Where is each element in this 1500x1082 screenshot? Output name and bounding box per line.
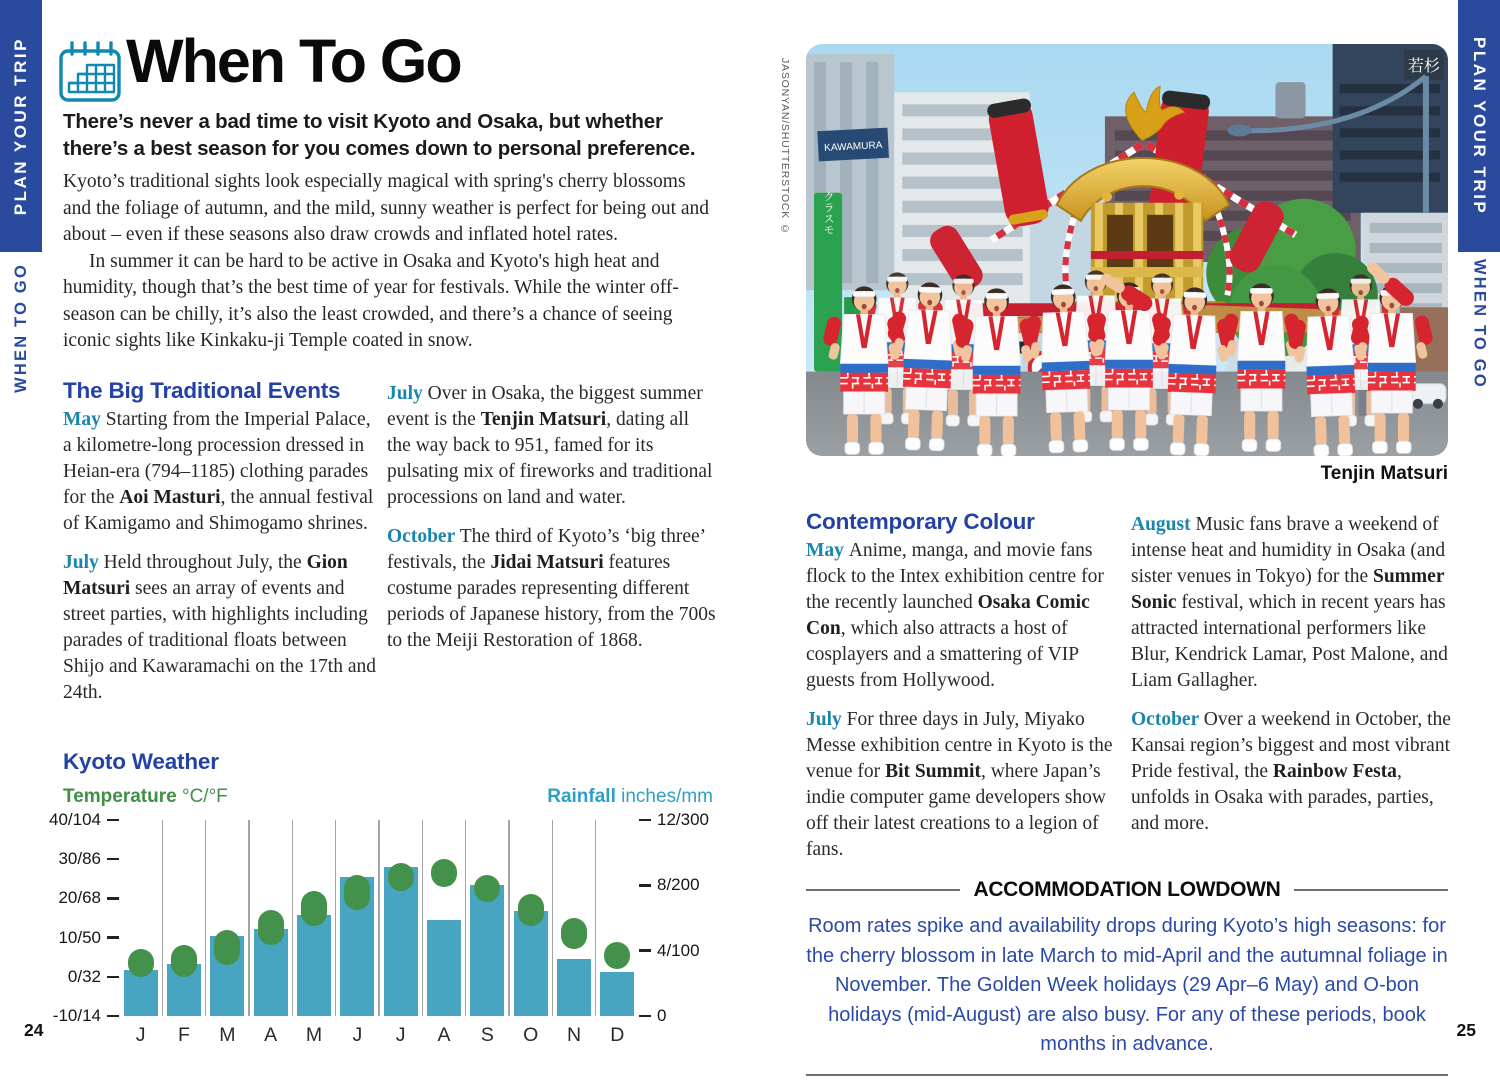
temperature-tick: -10/14: [53, 1006, 119, 1026]
overview-paragraphs: [63, 169, 715, 355]
rainfall-tick: 12/300: [639, 810, 709, 830]
accommodation-heading: ACCOMMODATION LOWDOWN: [973, 878, 1281, 901]
month-label: J: [352, 1024, 363, 1046]
month-label: N: [566, 1024, 582, 1046]
y-axis-temperature: [49, 810, 119, 1025]
calendar-icon: [56, 40, 122, 104]
event-paragraph: October The third of Kyoto’s ‘big three’ festivals, the Jidai Matsuri features costume parades representing different periods of Japanese history, from the 700s to the Meiji Restoration of 1868.: [387, 526, 716, 651]
gridline: [508, 820, 510, 1016]
temperature-range-capsule: [128, 949, 154, 976]
rainfall-tick: 4/100: [639, 941, 700, 961]
event-paragraph: July For three days in July, Miyako Messe exhibition centre in Kyoto is the venue for Bit Summit, where Japan’s indie computer game developers show off their latest creations to a legion of fans.: [806, 709, 1113, 860]
divider-line: [806, 1074, 1448, 1076]
gridline: [595, 820, 597, 1016]
temperature-tick: 30/86: [58, 849, 119, 869]
rainfall-tick: 8/200: [639, 875, 700, 895]
temperature-range-capsule: [604, 942, 630, 969]
rainfall-bar: [557, 959, 591, 1016]
temperature-range-capsule: [388, 863, 414, 890]
gridline: [552, 820, 554, 1016]
month-label: J: [395, 1024, 406, 1046]
photo-caption: Tenjin Matsuri: [1320, 463, 1448, 484]
sidebar-section-tab-left: [0, 0, 42, 252]
svg-text:若杉: 若杉: [1407, 57, 1440, 76]
temperature-range-capsule: [258, 910, 284, 945]
temperature-range-capsule: [171, 945, 197, 976]
sidebar-chapter-label-right: WHEN TO GO: [1470, 259, 1489, 389]
photo-credit: JASONYAN/SHUTTERSTOCK ©: [779, 58, 791, 236]
month-label: F: [178, 1024, 190, 1046]
chart-legend: [63, 786, 713, 810]
rainfall-bar: [124, 970, 158, 1016]
section-heading-big-events: The Big Traditional Events: [63, 378, 341, 403]
intro-paragraph: There’s never a bad time to visit Kyoto and Osaka, but whether there’s a best season for you comes down to personal preference.: [63, 110, 696, 160]
month-label: A: [264, 1024, 278, 1046]
event-paragraph: August Music fans brave a weekend of intense heat and humidity in Osaka (and sister venues in Tokyo) for the Summer Sonic festival, which in recent years has attracted international performers like Blur, Kendrick Lamar, Post Malone, and Liam Gallagher.: [1131, 514, 1448, 691]
event-paragraph: May Anime, manga, and movie fans flock to the Intex exhibition centre for the recently launched Osaka Comic Con, which also attracts a host of cosplayers and a smattering of VIP guests from Hollywood.: [806, 540, 1104, 691]
festival-photo: [806, 44, 1448, 456]
temperature-range-capsule: [214, 930, 240, 965]
event-paragraph: July Over in Osaka, the biggest summer event is the Tenjin Matsuri, dating all the way back to 951, famed for its pulsating mix of fireworks and traditional processions on land and water.: [387, 383, 713, 508]
overview-p1: Kyoto’s traditional sights look especially magical with spring's cherry blossoms and the foliage of autumn, and the mild, sunny weather is perfect for being out and about – even if these seasons also draw crowds and inflated hotel rates.: [63, 171, 710, 245]
gridline: [422, 820, 424, 1016]
chart-plot-area: [119, 820, 639, 1016]
svg-text:クラスモ: クラスモ: [822, 190, 835, 235]
temperature-tick: 10/50: [58, 928, 119, 948]
temperature-range-capsule: [561, 918, 587, 949]
month-label: J: [135, 1024, 146, 1046]
divider-line: [1294, 889, 1448, 891]
legend-rainfall: Rainfall inches/mm: [547, 786, 713, 807]
big-events-column-2: [387, 381, 717, 667]
temperature-range-capsule: [431, 859, 457, 886]
x-axis-months: [119, 1016, 639, 1050]
rainfall-bar: [470, 885, 504, 1016]
overview-p2: In summer it can be hard to be active in Osaka and Kyoto's high heat and humidity, though that’s the best time of year for festivals. While the winter off-season can be chilly, it’s also the least crowded, and there’s a chance of seeing iconic sights like Kinkaku-ji Temple coated in snow.: [63, 250, 679, 351]
temperature-tick: 0/32: [68, 967, 119, 987]
event-paragraph: July Held throughout July, the Gion Matsuri sees an array of events and street parties, with highlights including parades of traditional floats between Shijo and Kawaramachi on the 17th and 24th.: [63, 552, 376, 703]
divider-line: [806, 889, 960, 891]
rainfall-tick: 0: [639, 1006, 666, 1026]
gridline: [292, 820, 294, 1016]
accommodation-text: Room rates spike and availability drops during Kyoto’s high seasons: for the cherry blossom in late March to mid-April and the autumnal foliage in November. The Golden Week holidays (29 Apr–6 May) and O-bon holidays (mid-August) are also busy. For any of these periods, book months in advance.: [806, 915, 1448, 1055]
month-label: A: [437, 1024, 451, 1046]
page-title: When To Go: [126, 27, 461, 95]
gridline: [162, 820, 164, 1016]
contemporary-column-2: [1131, 512, 1453, 850]
month-label: D: [610, 1024, 625, 1046]
temperature-range-capsule: [301, 891, 327, 926]
event-paragraph: May Starting from the Imperial Palace, a kilometre-long procession dressed in Heian-era (794–1185) clothing parades for the Aoi Masturi, the annual festival of Kamigamo and Shimogamo shrines.: [63, 409, 374, 534]
month-label: S: [480, 1024, 494, 1046]
y-axis-rainfall: [639, 810, 713, 1025]
sidebar-section-tab-right: [1458, 0, 1500, 252]
big-events-column-1: [63, 407, 379, 719]
rainfall-bar: [297, 915, 331, 1016]
sidebar-chapter-label-left: WHEN TO GO: [11, 263, 30, 393]
month-label: M: [305, 1024, 323, 1046]
page-number-right: 25: [1456, 1020, 1476, 1040]
contemporary-column-1: [806, 538, 1118, 876]
section-heading-contemporary: Contemporary Colour: [806, 509, 1035, 534]
sidebar-section-label: PLAN YOUR TRIP: [1470, 36, 1489, 216]
gridline: [335, 820, 337, 1016]
temperature-tick: 40/104: [49, 810, 119, 830]
svg-text:KAWAMURA: KAWAMURA: [823, 139, 883, 155]
kyoto-weather-chart: [49, 786, 713, 1050]
rainfall-bar: [600, 972, 634, 1016]
rainfall-bar: [514, 911, 548, 1016]
gridline: [248, 820, 250, 1016]
page-number-left: 24: [24, 1020, 44, 1040]
gridline: [205, 820, 207, 1016]
sidebar-section-label: PLAN YOUR TRIP: [11, 36, 30, 216]
accommodation-lowdown: [806, 878, 1448, 1076]
rainfall-bar: [427, 920, 461, 1016]
temperature-tick: 20/68: [58, 888, 119, 908]
event-paragraph: October Over a weekend in October, the Kansai region’s biggest and most vibrant Pride festival, the Rainbow Festa, unfolds in Osaka with parades, parties, and more.: [1131, 709, 1451, 834]
temperature-range-capsule: [518, 894, 544, 925]
temperature-range-capsule: [344, 875, 370, 910]
month-label: O: [523, 1024, 539, 1046]
gridline: [378, 820, 380, 1016]
section-heading-kyoto-weather: Kyoto Weather: [63, 749, 219, 774]
legend-temperature: Temperature °C/°F: [63, 786, 228, 807]
gridline: [465, 820, 467, 1016]
month-label: M: [219, 1024, 236, 1046]
